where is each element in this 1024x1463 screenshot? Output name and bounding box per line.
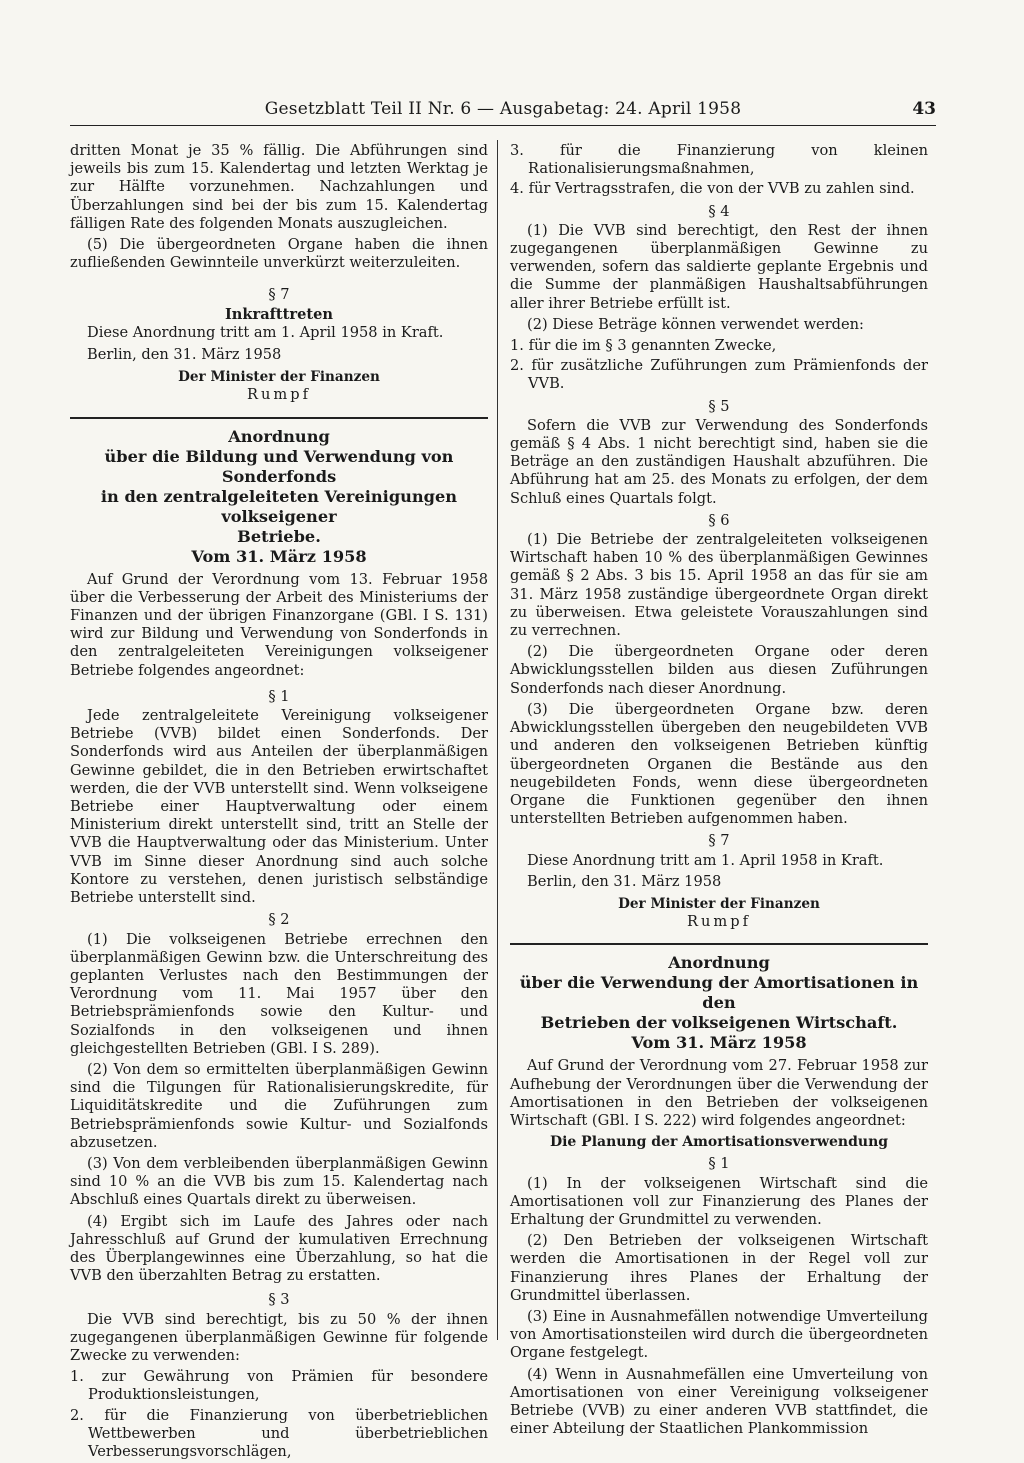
place-date: Berlin, den 31. März 1958 [527,872,722,890]
section-number: § 6 [708,511,730,529]
separator-rule [510,943,928,945]
section-number: § 2 [268,911,290,929]
minister-title: Der Minister der Finanzen [178,369,380,386]
list-item: 2. für zusätzliche Zuführungen zum Prämienfonds der VVB. [510,357,928,393]
minister-name: Rumpf [687,913,751,931]
paragraph: Jede zentralgeleitete Vereinigung volkseigener Betriebe (VVB) bildet einen Sonderfonds. Der Sonderfonds wird aus Anteilen der überplanmäßigen Gewinne gebildet, die in den Betrieben erwirtschaftet werden, die der VVB unterstellt sind. Wenn volkseigene Betriebe einer Hauptverwaltung oder einem Ministerium direkt unterstellt sind, tritt an Stelle der VVB die Hauptverwaltung oder das Ministerium. Unter VVB im Sinne dieser Anordnung sind auch solche Kontore zu verstehen, denen juristisch selbständige Betriebe unterstellt sind. [70,707,488,907]
list-item: 1. für die im § 3 genannten Zwecke, [510,337,777,355]
paragraph: Auf Grund der Verordnung vom 13. Februar 1958 über die Verbesserung der Arbeit des Ministeriums der Finanzen und der übrigen Finanzorgane (GBl. I S. 131) wird zur Bildung und Verwendung von Sonderfonds in den zentralgeleiteten Vereinigungen volkseigener Betriebe folgendes angeordnet: [70,570,488,679]
section-number: § 1 [268,687,290,705]
paragraph: (4) Wenn in Ausnahmefällen eine Umverteilung von Amortisationen von einer Vereinigung volkseigener Betriebe (VVB) zu einer anderen VVB stattfindet, die einer Abteilung der Staatlichen Plankommission [510,1365,928,1438]
ordinance-subtitle: über die Verwendung der Amortisationen in den [519,973,919,1013]
paragraph: Die VVB sind berechtigt, bis zu 50 % der ihnen zugegangenen überplanmäßigen Gewinne für folgende Zwecke zu verwenden: [70,1310,488,1364]
paragraph: (2) Die übergeordneten Organe oder deren Abwicklungsstellen bilden aus diesen Zuführungen Sonderfonds nach dieser Anordnung. [510,643,928,697]
paragraph: (1) In der volkseigenen Wirtschaft sind die Amortisationen voll zur Finanzierung des Planes der Erhaltung der Grundmittel zu verwenden. [510,1174,928,1228]
paragraph: Diese Anordnung tritt am 1. April 1958 in Kraft. [87,323,444,341]
paragraph: (4) Ergibt sich im Laufe des Jahres oder nach Jahresschluß auf Grund der kumulativen Errechnung des Überplangewinnes eine Überzahlung, so hat die VVB den überzahlten Betrag zu erstatten. [70,1212,488,1285]
list-item: 3. für die Finanzierung von kleinen Rationalisierungsmaßnahmen, [510,142,928,178]
paragraph: dritten Monat je 35 % fällig. Die Abführungen sind jeweils bis zum 15. Kalendertag und letzten Werktag je zur Hälfte vorzunehmen. Nachzahlungen und Überzahlungen sind bei der bis zum 15. Kalendertag fälligen Rate des folgenden Monats auszugleichen. [70,142,488,232]
column-divider [497,140,498,1340]
minister-name: Rumpf [247,386,311,404]
left-column [70,142,488,1463]
list-item: 2. für die Finanzierung von überbetrieblichen Wettbewerben und überbetrieblichen Verbesserungsvorschlägen, [70,1406,488,1460]
section-number: § 5 [708,397,730,415]
section-number: § 3 [268,1291,290,1309]
paragraph: Sofern die VVB zur Verwendung des Sonderfonds gemäß § 4 Abs. 1 nicht berechtigt sind, haben sie die Beträge an den zuständigen Haushalt abzuführen. Die Abführung hat am 25. des Monats zu erfolgen, der dem Schluß eines Quartals folgt. [510,416,928,507]
gazette-title: Gesetzblatt Teil II Nr. 6 — Ausgabetag: 24. April 1958 [264,99,742,119]
paragraph: (2) Diese Beträge können verwendet werden: [527,315,864,333]
ordinance-title: Anordnung [668,953,770,973]
paragraph: (5) Die übergeordneten Organe haben die ihnen zufließenden Gewinnteile unverkürzt weiterzuleiten. [70,236,488,272]
section-number: § 7 [268,286,290,304]
paragraph: Auf Grund der Verordnung vom 27. Februar 1958 zur Aufhebung der Verordnungen über die Verwendung der Amortisationen in den Betrieben der volkseigenen Wirtschaft (GBl. I S. 222) wird folgendes angeordnet: [510,1057,928,1129]
ordinance-date: Vom 31. März 1958 [191,546,367,566]
subsection-heading: Die Planung der Amortisationsverwendung [549,1134,889,1151]
list-item: 4. für Vertragsstrafen, die von der VVB zu zahlen sind. [510,180,915,198]
ordinance-subtitle: Betrieben der volkseigenen Wirtschaft. [540,1013,898,1033]
minister-title: Der Minister der Finanzen [618,895,820,912]
section-title: Inkrafttreten [224,305,334,323]
paragraph: (2) Den Betrieben der volkseigenen Wirtschaft werden die Amortisationen in der Regel voll zur Finanzierung ihres Planes der Erhaltung der Grundmittel überlassen. [510,1232,928,1304]
paragraph: (2) Von dem so ermittelten überplanmäßigen Gewinn sind die Tilgungen für Rationalisierungskredite, für Liquiditätskredite und die Zuführungen zum Betriebsprämienfonds sowie Kultur- und Sozialfonds abzusetzen. [70,1060,488,1151]
paragraph: (1) Die VVB sind berechtigt, den Rest der ihnen zugegangenen überplanmäßigen Gewinne zu verwenden, sofern das saldierte geplante Ergebnis und die Summe der planmäßigen Haushaltsabführungen aller ihrer Betriebe erfüllt ist. [510,221,928,312]
separator-rule [70,417,488,419]
ordinance-subtitle: Betriebe. [237,526,321,546]
right-column [510,142,928,1441]
ordinance-subtitle: über die Bildung und Verwendung von Sonderfonds [104,446,454,486]
place-date: Berlin, den 31. März 1958 [87,346,282,364]
paragraph: (3) Die übergeordneten Organe bzw. deren Abwicklungsstellen übergeben den neugebildeten VVB und anderen den volkseigenen Betrieben künftig übergeordneten Organen die Bestände aus den neugebildeten Fonds, wenn diese übergeordneten Organe die Funktionen gegenüber den ihnen unterstellten Betrieben aufgenommen haben. [510,700,928,828]
page-header [70,99,936,126]
ordinance-title: Anordnung [228,426,330,446]
paragraph: (1) Die Betriebe der zentralgeleiteten volkseigenen Wirtschaft haben 10 % des überplanmäßigen Gewinnes gemäß § 2 Abs. 3 bis 15. April 1958 an das für sie am 31. März 1958 zuständige übergeordnete Organ direkt zu überweisen. Etwa geleistete Vorauszahlungen sind zu verrechnen. [510,531,928,640]
ordinance-subtitle: in den zentralgeleiteten Vereinigungen volkseigener [100,486,458,526]
paragraph: (3) Von dem verbleibenden überplanmäßigen Gewinn sind 10 % an die VVB bis zum 15. Kalendertag nach Abschluß eines Quartals direkt zu überweisen. [70,1154,488,1209]
paragraph: Diese Anordnung tritt am 1. April 1958 in Kraft. [527,851,884,869]
section-number: § 1 [708,1155,730,1173]
section-number: § 4 [708,202,730,220]
paragraph: (1) Die volkseigenen Betriebe errechnen den überplanmäßigen Gewinn bzw. die Unterschreitung des geplanten Verlustes nach den Bestimmungen der Verordnung vom 11. Mai 1957 über den Betriebsprämienfonds sowie den Kultur- und Sozialfonds in den volkseigenen und ihnen gleichgestellten Betrieben (GBl. I S. 289). [70,930,488,1057]
section-number: § 7 [708,832,730,850]
ordinance-date: Vom 31. März 1958 [631,1033,807,1053]
page-number: 43 [912,99,936,119]
paragraph: (3) Eine in Ausnahmefällen notwendige Umverteilung von Amortisationsteilen wird durch die übergeordneten Organe festgelegt. [510,1307,928,1362]
list-item: 1. zur Gewährung von Prämien für besondere Produktionsleistungen, [70,1368,488,1404]
